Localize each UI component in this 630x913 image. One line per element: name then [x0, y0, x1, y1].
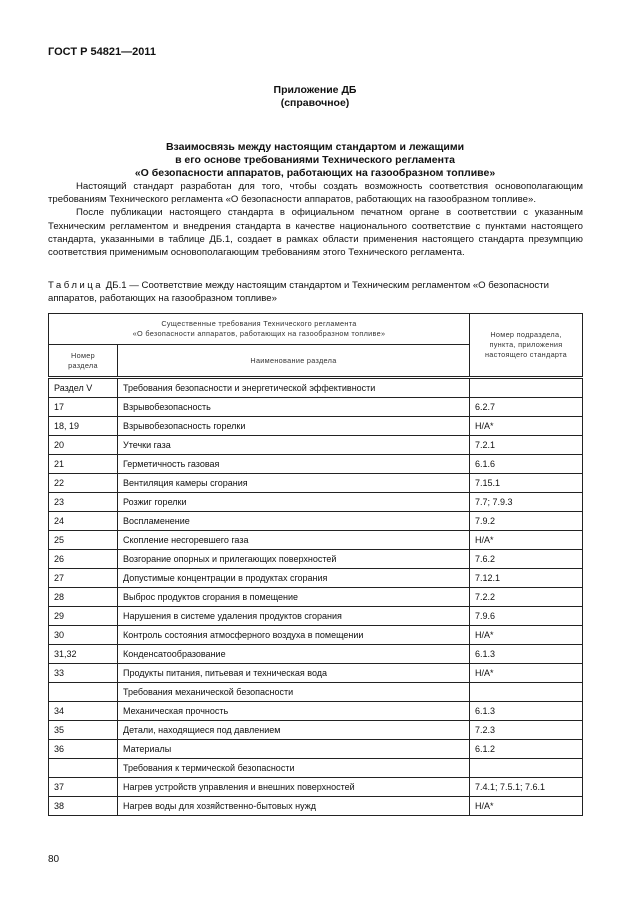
heading-line: в его основе требованиями Технического регламента	[175, 154, 455, 166]
header-group	[49, 314, 470, 345]
cell-number: 36	[49, 740, 118, 759]
cell-name: Вентиляция камеры сгорания	[118, 474, 470, 493]
header-number	[49, 345, 118, 378]
table-row	[49, 683, 583, 702]
cell-ref: Н/А*	[470, 664, 583, 683]
cell-ref: 7.4.1; 7.5.1; 7.6.1	[470, 778, 583, 797]
page-number: 80	[48, 854, 60, 865]
cell-name: Контроль состояния атмосферного воздуха в помещении	[118, 626, 470, 645]
cell-name: Детали, находящиеся под давлением	[118, 721, 470, 740]
cell-ref: 7.12.1	[470, 569, 583, 588]
cell-name: Требования безопасности и энергетической эффективности	[118, 378, 470, 398]
cell-number: 22	[49, 474, 118, 493]
cell-ref	[470, 683, 583, 702]
cell-name: Конденсатообразование	[118, 645, 470, 664]
header-text: Номер	[71, 350, 95, 360]
cell-name: Нагрев воды для хозяйственно-бытовых нужд	[118, 797, 470, 816]
table-row	[49, 702, 583, 721]
cell-ref: 6.2.7	[470, 398, 583, 417]
cell-number: 35	[49, 721, 118, 740]
cell-number: 27	[49, 569, 118, 588]
table-row	[49, 607, 583, 626]
cell-number: 37	[49, 778, 118, 797]
cell-number: 25	[49, 531, 118, 550]
table-row	[49, 721, 583, 740]
table-row	[49, 455, 583, 474]
table-row	[49, 569, 583, 588]
cell-ref: 7.2.2	[470, 588, 583, 607]
cell-ref: 7.9.6	[470, 607, 583, 626]
appendix-label: Приложение ДБ	[273, 84, 357, 96]
cell-number: 38	[49, 797, 118, 816]
caption-label: Таблица	[48, 280, 104, 291]
cell-name: Нарушения в системе удаления продуктов сгорания	[118, 607, 470, 626]
cell-name: Взрывобезопасность	[118, 398, 470, 417]
cell-number: 28	[49, 588, 118, 607]
cell-name: Продукты питания, питьевая и техническая вода	[118, 664, 470, 683]
cell-number	[49, 683, 118, 702]
cell-ref: 7.9.2	[470, 512, 583, 531]
cell-number: Раздел V	[49, 378, 118, 398]
table-row	[49, 550, 583, 569]
cell-name: Выброс продуктов сгорания в помещение	[118, 588, 470, 607]
cell-ref: Н/А*	[470, 797, 583, 816]
cell-name: Воспламенение	[118, 512, 470, 531]
cell-ref	[470, 759, 583, 778]
heading-line: «О безопасности аппаратов, работающих на газообразном топливе»	[134, 167, 496, 179]
cell-number: 34	[49, 702, 118, 721]
cell-number: 24	[49, 512, 118, 531]
cell-ref: 6.1.6	[470, 455, 583, 474]
cell-ref: Н/А*	[470, 417, 583, 436]
cell-name: Скопление несгоревшего газа	[118, 531, 470, 550]
table-row	[49, 645, 583, 664]
cell-ref: Н/А*	[470, 626, 583, 645]
cell-name: Материалы	[118, 740, 470, 759]
cell-name: Взрывобезопасность горелки	[118, 417, 470, 436]
cell-name: Механическая прочность	[118, 702, 470, 721]
cell-name: Допустимые концентрации в продуктах сгорания	[118, 569, 470, 588]
table-row	[49, 664, 583, 683]
document-header: ГОСТ Р 54821—2011	[48, 46, 156, 58]
table-row	[49, 778, 583, 797]
header-text: «О безопасности аппаратов, работающих на газообразном топливе»	[132, 329, 386, 338]
header-text: настоящего стандарта	[484, 350, 568, 359]
cell-ref: 7.2.1	[470, 436, 583, 455]
cell-name: Требования механической безопасности	[118, 683, 470, 702]
requirements-table	[48, 313, 583, 816]
cell-ref: 6.1.2	[470, 740, 583, 759]
table-row	[49, 588, 583, 607]
cell-number: 31,32	[49, 645, 118, 664]
caption-text: ДБ.1 — Соответствие между настоящим стандартом и Техническим регламентом «О безопасности аппаратов, работающих на газообразном топливе»	[48, 280, 549, 304]
cell-name: Нагрев устройств управления и внешних поверхностей	[118, 778, 470, 797]
header-name: Наименование раздела	[118, 345, 470, 378]
cell-number	[49, 759, 118, 778]
cell-ref	[470, 378, 583, 398]
table-row	[49, 759, 583, 778]
table-caption	[48, 279, 583, 305]
cell-number: 26	[49, 550, 118, 569]
heading-line: Взаимосвязь между настоящим стандартом и лежащими	[165, 141, 465, 153]
paragraph: Настоящий стандарт разработан для того, чтобы создать возможность соответствия основополагающим требованиям Технического регламента «О безопасности аппаратов, работающих на газообразном топливе».	[48, 181, 583, 206]
cell-ref: 7.15.1	[470, 474, 583, 493]
cell-number: 20	[49, 436, 118, 455]
paragraph: После публикации настоящего стандарта в официальном печатном органе в соответствии с указанным Техническим регламентом и внедрения стандарта в качестве национального соответствие с пунктами настоящего стандарта, указанными в таблице ДБ.1, создает в рамках области применения настоящего стандарта презумпцию соответствия применимым основополагающим требованиям этого Технического регламента.	[48, 207, 583, 259]
table-row	[49, 512, 583, 531]
header-text: Существенные требования Технического регламента	[161, 319, 357, 328]
table-row	[49, 626, 583, 645]
cell-number: 33	[49, 664, 118, 683]
cell-name: Возгорание опорных и прилегающих поверхностей	[118, 550, 470, 569]
header-text: раздела	[68, 360, 98, 370]
table-row	[49, 797, 583, 816]
cell-ref: 7.2.3	[470, 721, 583, 740]
cell-name: Утечки газа	[118, 436, 470, 455]
body-text	[48, 180, 583, 259]
cell-number: 30	[49, 626, 118, 645]
table-row	[49, 436, 583, 455]
cell-ref: 7.6.2	[470, 550, 583, 569]
table-row	[49, 740, 583, 759]
cell-name: Розжиг горелки	[118, 493, 470, 512]
appendix-title	[0, 84, 630, 110]
table-row	[49, 493, 583, 512]
header-text: пункта, приложения	[489, 340, 563, 349]
cell-number: 23	[49, 493, 118, 512]
section-heading	[0, 141, 630, 180]
table-row	[49, 417, 583, 436]
table-row	[49, 531, 583, 550]
cell-ref: 6.1.3	[470, 702, 583, 721]
cell-number: 21	[49, 455, 118, 474]
header-ref	[470, 314, 583, 378]
cell-number: 29	[49, 607, 118, 626]
cell-name: Герметичность газовая	[118, 455, 470, 474]
header-text: Номер подраздела,	[490, 330, 562, 339]
cell-name: Требования к термической безопасности	[118, 759, 470, 778]
cell-ref: 7.7; 7.9.3	[470, 493, 583, 512]
cell-ref: 6.1.3	[470, 645, 583, 664]
table-row	[49, 398, 583, 417]
cell-number: 17	[49, 398, 118, 417]
appendix-subtitle: (справочное)	[280, 97, 350, 109]
table-row	[49, 378, 583, 398]
cell-number: 18, 19	[49, 417, 118, 436]
cell-ref: Н/А*	[470, 531, 583, 550]
table-row	[49, 474, 583, 493]
